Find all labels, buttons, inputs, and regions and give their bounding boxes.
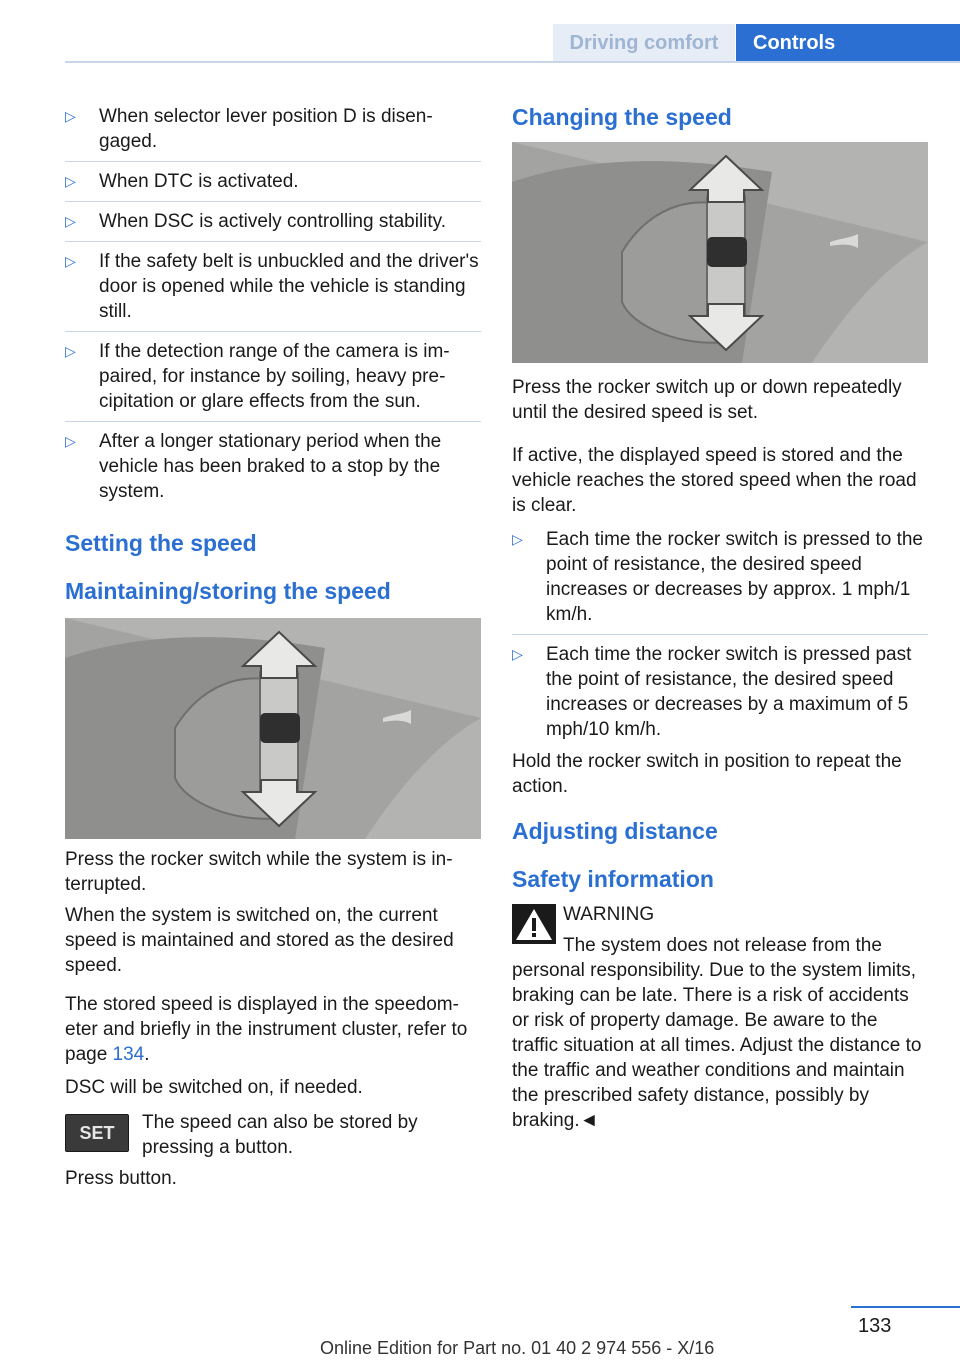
warning-title: WARNING (563, 904, 655, 925)
list-item-text: When DTC is activated. (99, 171, 299, 192)
paragraph-if-active: If active, the displayed speed is stored and the vehicle reaches the stored speed when the road is clear. (512, 445, 917, 516)
triangle-bullet-icon: ▷ (65, 253, 76, 269)
warning-text-first: The system does not release from the (563, 935, 882, 956)
header-rule (65, 61, 960, 63)
set-button-text: The speed can also be stored by pressing a button. (142, 1112, 418, 1158)
speed-change-list (512, 520, 928, 749)
set-button-note (65, 1110, 481, 1160)
heading-adjusting-distance: Adjusting distance (512, 818, 718, 844)
paragraph-system-on: When the system is switched on, the current speed is maintained and stored as the desired speed. (65, 905, 454, 976)
page-link-134[interactable]: 134 (112, 1044, 145, 1065)
page-number: 133 (858, 1315, 892, 1337)
list-item-text: If the detection range of the camera is impaired, for instance by soiling, heavy precipitation or glare effects from the sun. (99, 341, 450, 412)
heading-safety-information: Safety information (512, 866, 714, 892)
list-item-text: When DSC is actively controlling stability. (99, 211, 447, 232)
list-item (512, 635, 928, 749)
paragraph-press-rocker: Press the rocker switch while the system is interrupted. (65, 849, 453, 895)
paragraph-text: . (144, 1044, 150, 1065)
steering-wheel-rocker-switch-image-2 (512, 142, 928, 363)
triangle-bullet-icon: ▷ (512, 646, 523, 662)
triangle-bullet-icon: ▷ (65, 433, 76, 449)
warning-block (512, 902, 928, 1133)
heading-maintaining-speed: Maintaining/storing the speed (65, 578, 391, 604)
list-item-text: Each time the rocker switch is pressed to the point of resistance, the desired speed increases or decreases by approx. 1 mph/1 km/h. (546, 529, 923, 625)
header-section-tab[interactable]: Driving comfort (553, 24, 735, 62)
left-column (65, 104, 481, 1191)
deactivation-conditions-list (65, 104, 481, 511)
triangle-bullet-icon: ▷ (65, 213, 76, 229)
edition-note: Online Edition for Part no. 01 40 2 974 556 - X/16 (320, 1338, 715, 1358)
paragraph-text: The stored speed is displayed in the speedometer and briefly in the instrument cluster, refer to page (65, 994, 468, 1065)
list-item (65, 242, 481, 332)
list-item (512, 520, 928, 635)
triangle-bullet-icon: ▷ (65, 108, 76, 124)
list-item-text: If the safety belt is unbuckled and the driver's door is opened while the vehicle is standing still. (99, 251, 479, 322)
steering-wheel-rocker-switch-image (65, 618, 481, 839)
warning-triangle-icon (512, 904, 556, 944)
paragraph-hold: Hold the rocker switch in position to repeat the action. (512, 751, 902, 797)
list-item (65, 162, 481, 202)
paragraph-stored-speed (65, 992, 481, 1067)
list-item (65, 422, 481, 511)
list-item-text: Each time the rocker switch is pressed past the point of resistance, the desired speed increases or decreases by a maximum of 5 mph/10 km/h. (546, 644, 912, 740)
paragraph-dsc: DSC will be switched on, if needed. (65, 1077, 363, 1098)
heading-changing-speed: Changing the speed (512, 104, 732, 130)
set-button-icon: SET (65, 1114, 129, 1152)
right-column (512, 104, 928, 1133)
warning-text: personal responsibility. Due to the system limits, braking can be late. There is a risk of accidents or risk of property damage. Be aware to the traffic situation at all times. Adjust the distance to the traffic and weather conditions and maintain the prescribed safety distance, possibly by braking.◄ (512, 960, 922, 1131)
list-item-text: When selector lever position D is disengaged. (99, 106, 433, 152)
triangle-bullet-icon: ▷ (65, 343, 76, 359)
list-item (65, 202, 481, 242)
heading-setting-speed: Setting the speed (65, 530, 257, 556)
header-chapter-tab[interactable]: Controls (736, 24, 960, 62)
list-item-text: After a longer stationary period when the vehicle has been braked to a stop by the system. (99, 431, 442, 502)
triangle-bullet-icon: ▷ (512, 531, 523, 547)
triangle-bullet-icon: ▷ (65, 173, 76, 189)
paragraph-press-button: Press button. (65, 1168, 177, 1189)
footer-rule (851, 1306, 960, 1308)
paragraph-repeatedly: Press the rocker switch up or down repeatedly until the desired speed is set. (512, 377, 902, 423)
list-item (65, 104, 481, 162)
list-item (65, 332, 481, 422)
